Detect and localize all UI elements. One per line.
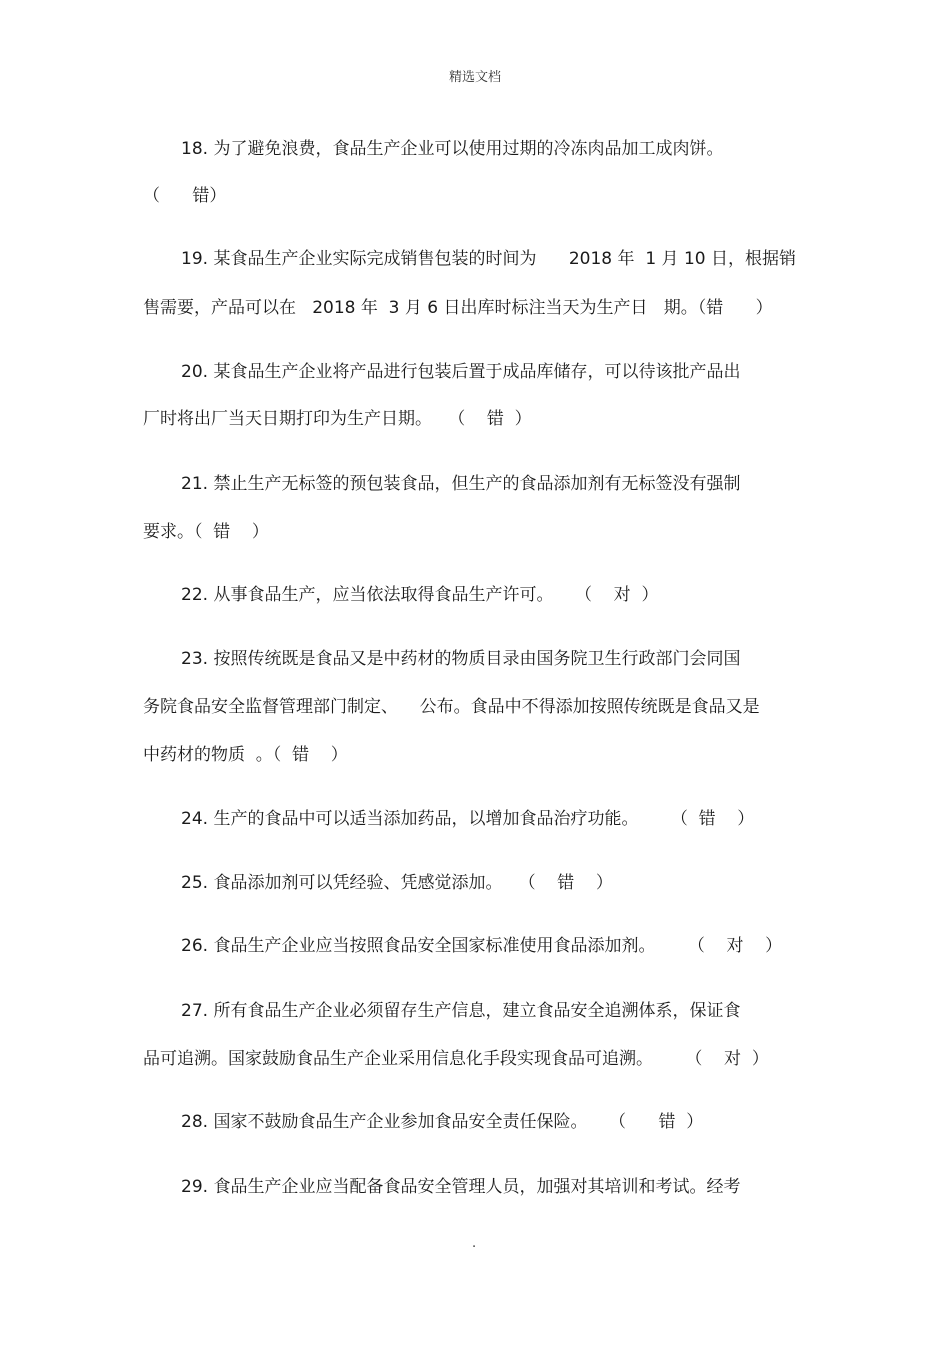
- question-24-line-1: 24. 生产的食品中可以适当添加药品，以增加食品治疗功能。 （ 错 ）: [181, 809, 755, 829]
- question-19-line-2: 售需要，产品可以在 2018 年 3 月 6 日出库时标注当天为生产日 期。（错 ）: [143, 298, 773, 318]
- question-28-line-1: 28. 国家不鼓励食品生产企业参加食品安全责任保险。 （ 错 ）: [181, 1112, 704, 1132]
- question-23-line-3: 中药材的物质 。（ 错 ）: [143, 745, 348, 765]
- question-21-line-1: 21. 禁止生产无标签的预包装食品，但生产的食品添加剂有无标签没有强制: [181, 474, 741, 494]
- question-20-line-1: 20. 某食品生产企业将产品进行包装后置于成品库储存，可以待该批产品出: [181, 362, 741, 382]
- question-27-line-2: 品可追溯。国家鼓励食品生产企业采用信息化手段实现食品可追溯。 （ 对 ）: [143, 1049, 769, 1069]
- question-18-line-2: （ 错）: [143, 186, 227, 206]
- question-23-line-2: 务院食品安全监督管理部门制定、 公布。食品中不得添加按照传统既是食品又是: [143, 697, 760, 717]
- question-27-line-1: 27. 所有食品生产企业必须留存生产信息，建立食品安全追溯体系，保证食: [181, 1001, 741, 1021]
- question-22-line-1: 22. 从事食品生产，应当依法取得食品生产许可。 （ 对 ）: [181, 585, 659, 605]
- question-19-line-1: 19. 某食品生产企业实际完成销售包装的时间为 2018 年 1 月 10 日，根据销: [181, 249, 796, 269]
- question-25-line-1: 25. 食品添加剂可以凭经验、凭感觉添加。 （ 错 ）: [181, 873, 613, 893]
- page-footer-mark: .: [472, 1236, 477, 1251]
- question-23-line-1: 23. 按照传统既是食品又是中药材的物质目录由国务院卫生行政部门会同国: [181, 649, 741, 669]
- question-20-line-2: 厂时将出厂当天日期打印为生产日期。 （ 错 ）: [143, 409, 532, 429]
- question-18-line-1: 18. 为了避免浪费，食品生产企业可以使用过期的冷冻肉品加工成肉饼。: [181, 139, 724, 159]
- question-29-line-1: 29. 食品生产企业应当配备食品安全管理人员，加强对其培训和考试。经考: [181, 1177, 741, 1197]
- page-header: 精选文档: [448, 70, 501, 85]
- question-26-line-1: 26. 食品生产企业应当按照食品安全国家标准使用食品添加剂。 （ 对 ）: [181, 936, 783, 956]
- question-21-line-2: 要求。（ 错 ）: [143, 522, 269, 542]
